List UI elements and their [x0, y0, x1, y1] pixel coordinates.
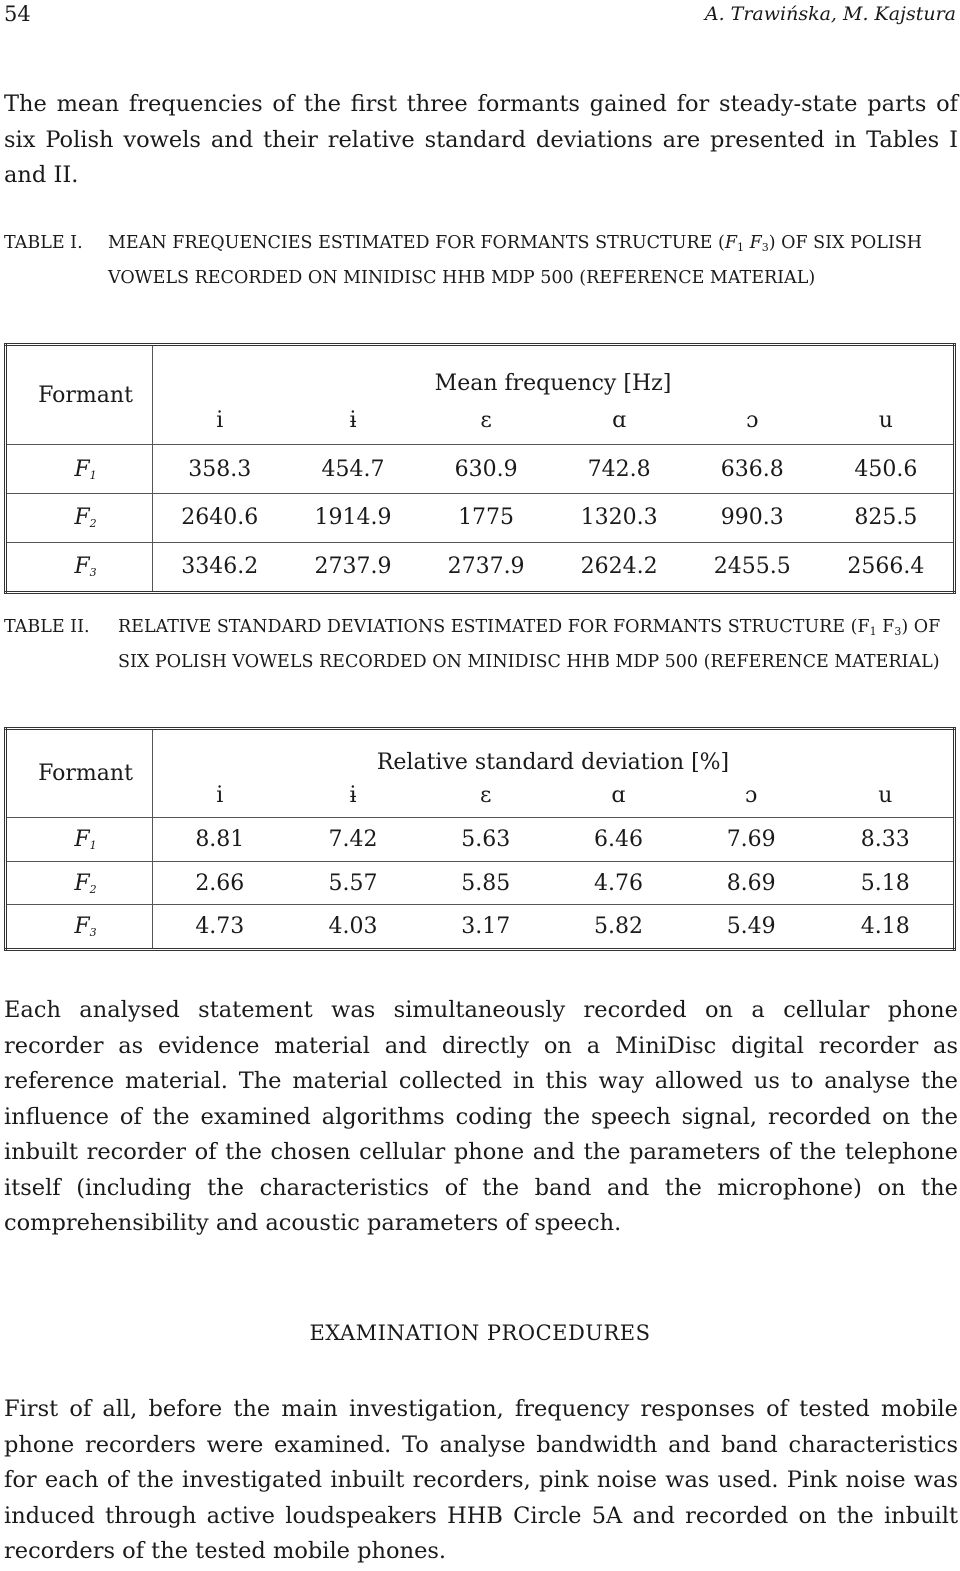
table-cell: 630.9	[420, 445, 553, 494]
table-cell: 5.85	[419, 861, 552, 905]
table2-caption	[4, 612, 958, 677]
table-cell: 5.49	[685, 905, 818, 950]
table-cell: 7.42	[287, 818, 420, 862]
table-cell: 990.3	[686, 494, 819, 543]
row-label: $F_3$	[6, 905, 153, 950]
vowel-header: u	[818, 775, 955, 818]
table-row	[6, 818, 955, 862]
table-cell: 8.81	[153, 818, 287, 862]
intro-paragraph: The mean frequencies of the first three formants gained for steady-state parts of six Polish vowels and their relative standard deviations are presented in Tables I and II.	[4, 91, 958, 188]
row-label: $F_1$	[6, 818, 153, 862]
table-cell: 4.76	[552, 861, 685, 905]
vowel-header: ɨ	[286, 396, 419, 444]
table-cell: 8.69	[685, 861, 818, 905]
table-cell: 825.5	[819, 494, 955, 543]
table-cell: 454.7	[286, 445, 419, 494]
table-cell: 2737.9	[286, 542, 419, 592]
table-cell: 636.8	[686, 445, 819, 494]
table-row	[6, 861, 955, 905]
vowel-header: ɛ	[419, 775, 552, 818]
table-cell: 1320.3	[553, 494, 686, 543]
row-label: $F_3$	[6, 542, 153, 592]
body-paragraph: First of all, before the main investigation, frequency responses of tested mobile phone recorders were examined. To analyse bandwidth and band characteristics for each of the investigated inbuilt recorders, pink noise was used. Pink noise was induced through active loudspeakers HHB Circle 5A and recorded on the inbuilt recorders of the tested mobile phones.	[4, 1396, 958, 1564]
section-title: EXAMINATION PROCEDURES	[309, 1321, 651, 1345]
table-cell: 5.82	[552, 905, 685, 950]
table-cell: 4.73	[153, 905, 287, 950]
table1-caption-text: MEAN FREQUENCIES ESTIMATED FOR FORMANTS STRUCTURE ($F_1$ $F_3$) OF SIX POLISH VOWELS RECORDED ON MINIDISC HHB MDP 500 (REFERENCE MATERIAL)	[108, 233, 922, 288]
vowel-header: ɑ	[553, 396, 686, 444]
table2-label: TABLE II.	[4, 617, 90, 637]
table-cell: 2640.6	[153, 494, 287, 543]
vowel-header: i	[153, 396, 287, 444]
body-paragraph: Each analysed statement was simultaneously recorded on a cellular phone recorder as evidence material and directly on a MiniDisc digital recorder as reference material. The material collected in this way allowed us to analyse the influence of the examined algorithms coding the speech signal, recorded on the inbuilt recorder of the chosen cellular phone and the parameters of the telephone itself (including the characteristics of the band and the microphone) on the comprehensibility and acoustic parameters of speech.	[4, 997, 958, 1236]
vowel-header: ɑ	[552, 775, 685, 818]
table-cell: 1914.9	[286, 494, 419, 543]
vowel-header: u	[819, 396, 955, 444]
row-label: $F_1$	[6, 445, 153, 494]
table-cell: 1775	[420, 494, 553, 543]
row-label: $F_2$	[6, 494, 153, 543]
table-row	[6, 905, 955, 950]
table-row	[6, 445, 955, 494]
vowel-header: ɔ	[686, 396, 819, 444]
table-cell: 2.66	[153, 861, 287, 905]
vowel-header: i	[153, 775, 287, 818]
vowel-header: ɔ	[685, 775, 818, 818]
table2	[4, 727, 956, 951]
row-label: $F_2$	[6, 861, 153, 905]
vowel-header: ɨ	[287, 775, 420, 818]
table-cell: 3.17	[419, 905, 552, 950]
running-head: A. Trawińska, M. Kajstura	[704, 3, 956, 25]
table-cell: 742.8	[553, 445, 686, 494]
table-cell: 2455.5	[686, 542, 819, 592]
table-cell: 5.18	[818, 861, 955, 905]
page-number: 54	[4, 2, 31, 26]
formant-header: Formant	[6, 345, 153, 445]
table-cell: 6.46	[552, 818, 685, 862]
page-header	[0, 0, 960, 30]
table2-caption-text: RELATIVE STANDARD DEVIATIONS ESTIMATED FOR FORMANTS STRUCTURE ($F_1$ $F_3$) OF SIX POLISH VOWELS RECORDED ON MINIDISC HHB MDP 500 (REFERENCE MATERIAL)	[118, 617, 941, 672]
table-cell: 358.3	[153, 445, 287, 494]
table-cell: 450.6	[819, 445, 955, 494]
relative-deviation-header: Relative standard deviation [%]	[376, 749, 730, 775]
table-cell: 5.63	[419, 818, 552, 862]
table1-label: TABLE I.	[4, 233, 83, 253]
table1	[4, 343, 956, 594]
formant-header: Formant	[6, 729, 153, 818]
table-cell: 8.33	[818, 818, 955, 862]
table-cell: 2737.9	[420, 542, 553, 592]
table1-caption	[4, 228, 958, 293]
table-cell: 7.69	[685, 818, 818, 862]
table-cell: 3346.2	[153, 542, 287, 592]
table-row	[6, 494, 955, 543]
table-cell: 2566.4	[819, 542, 955, 592]
table-row	[6, 542, 955, 592]
table-cell: 4.03	[287, 905, 420, 950]
vowel-header: ɛ	[420, 396, 553, 444]
table-cell: 2624.2	[553, 542, 686, 592]
table-cell: 5.57	[287, 861, 420, 905]
mean-frequency-header: Mean frequency [Hz]	[434, 371, 672, 397]
table-cell: 4.18	[818, 905, 955, 950]
